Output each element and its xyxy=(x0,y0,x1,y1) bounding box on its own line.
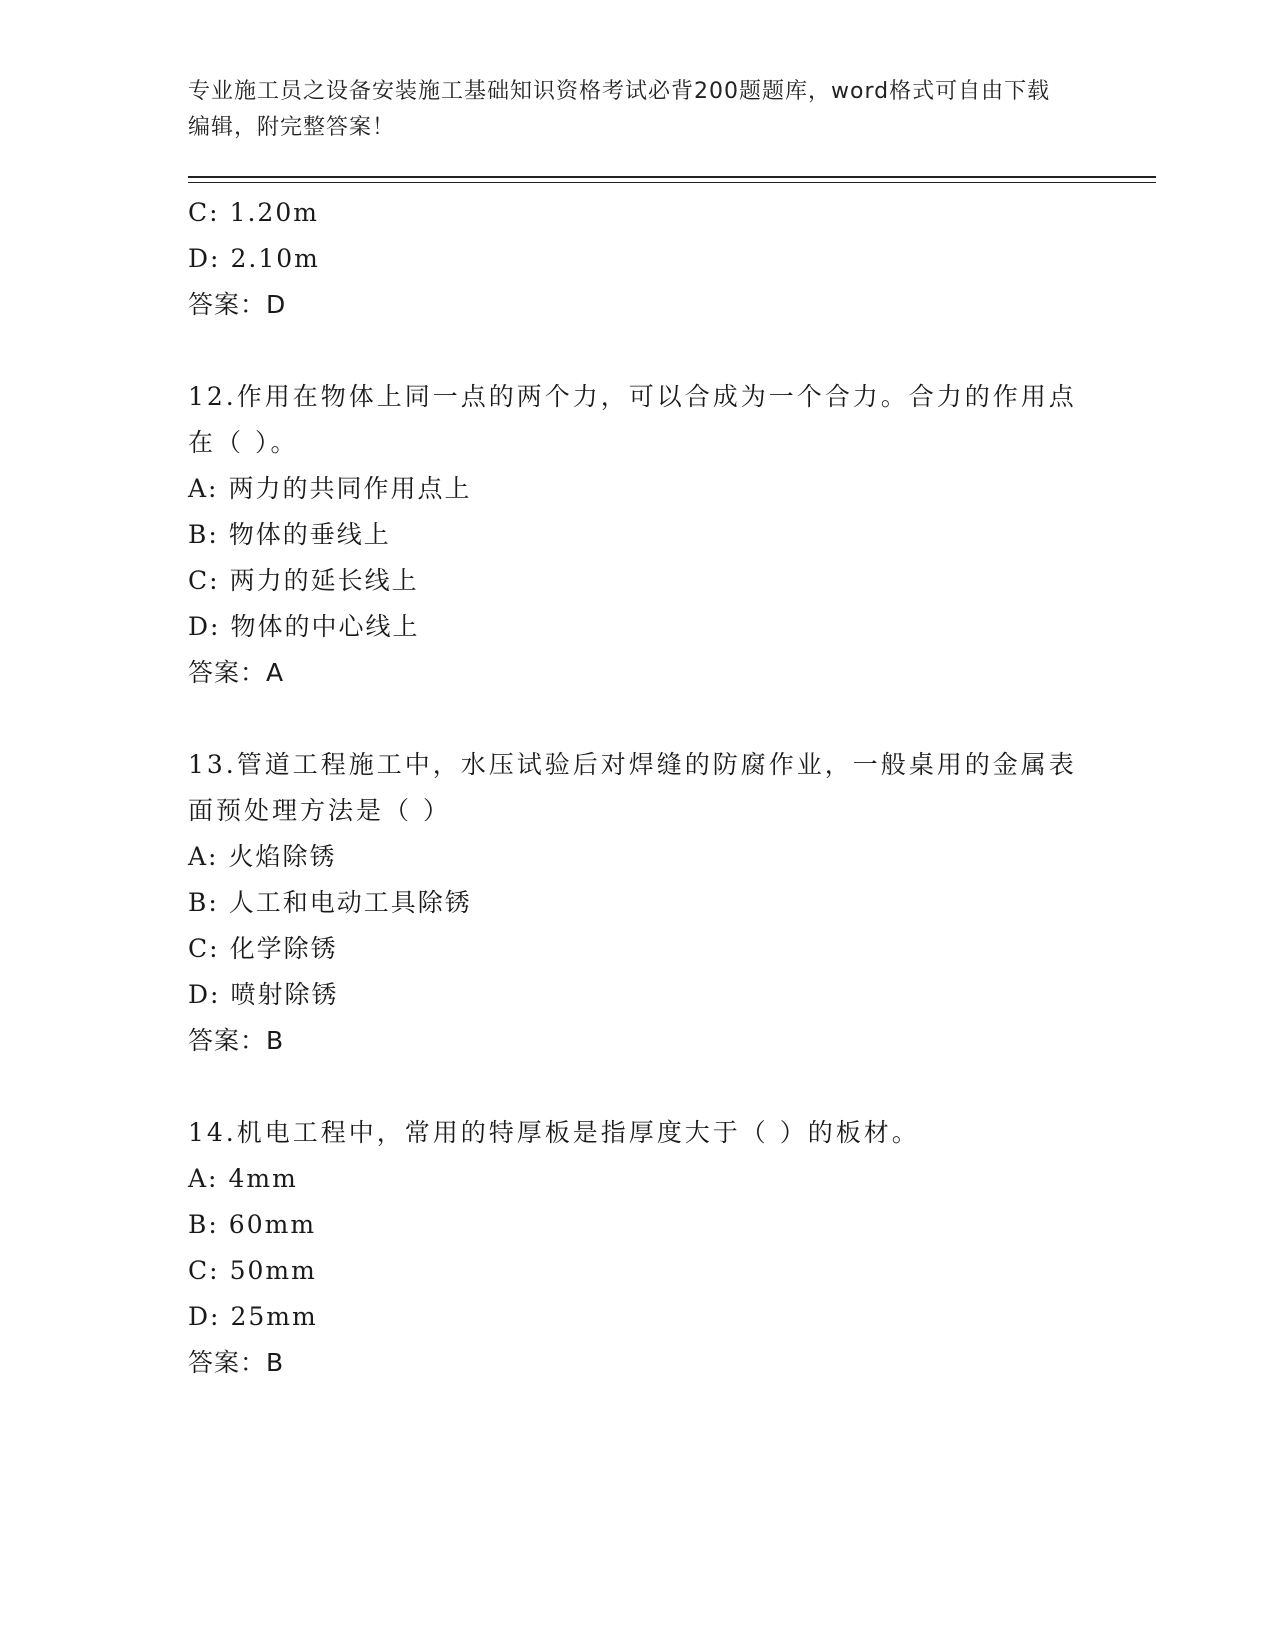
option-text: 火焰除锈 xyxy=(228,842,337,871)
option-text: 两力的共同作用点上 xyxy=(228,474,472,503)
option-c xyxy=(188,190,1088,236)
option-a xyxy=(188,466,1088,512)
option-label: A: xyxy=(188,1164,219,1193)
option-d xyxy=(188,972,1088,1018)
option-label: C: xyxy=(188,198,220,227)
option-text: 物体的垂线上 xyxy=(228,520,391,549)
question-content xyxy=(188,190,1088,1386)
option-text: 人工和电动工具除锈 xyxy=(228,888,472,917)
header-divider-thin xyxy=(188,182,1156,183)
option-label: C: xyxy=(188,566,220,595)
option-text: 化学除锈 xyxy=(229,934,338,963)
option-text: 50mm xyxy=(229,1256,317,1285)
option-label: A: xyxy=(188,474,219,503)
option-text: 25mm xyxy=(230,1302,318,1331)
option-label: C: xyxy=(188,934,220,963)
option-c xyxy=(188,558,1088,604)
option-a xyxy=(188,1156,1088,1202)
answer-line: 答案：A xyxy=(188,658,285,687)
question-stem-12: 12.作用在物体上同一点的两个力，可以合成为一个合力。合力的作用点在（ ）。 xyxy=(188,382,1077,457)
option-b xyxy=(188,1202,1088,1248)
option-label: B: xyxy=(188,520,219,549)
option-text: 2.10m xyxy=(230,244,320,273)
option-text: 喷射除锈 xyxy=(230,980,339,1009)
question-stem-14: 14.机电工程中，常用的特厚板是指厚度大于（ ）的板材。 xyxy=(188,1118,920,1147)
question-stem-13: 13.管道工程施工中，水压试验后对焊缝的防腐作业，一般桌用的金属表面预处理方法是（ ） xyxy=(188,750,1077,825)
option-label: D: xyxy=(188,1302,221,1331)
option-label: D: xyxy=(188,612,221,641)
option-d xyxy=(188,236,1088,282)
spacer xyxy=(188,1064,1088,1110)
option-text: 60mm xyxy=(228,1210,317,1239)
option-label: C: xyxy=(188,1256,220,1285)
answer-line: 答案：D xyxy=(188,290,287,319)
option-label: A: xyxy=(188,842,219,871)
option-b xyxy=(188,512,1088,558)
answer-line: 答案：B xyxy=(188,1348,285,1377)
option-text: 1.20m xyxy=(229,198,319,227)
spacer xyxy=(188,696,1088,742)
option-text: 4mm xyxy=(228,1164,298,1193)
option-label: D: xyxy=(188,980,221,1009)
option-c xyxy=(188,926,1088,972)
option-text: 两力的延长线上 xyxy=(229,566,419,595)
option-c xyxy=(188,1248,1088,1294)
option-b xyxy=(188,880,1088,926)
header-divider-thick xyxy=(188,176,1156,178)
spacer xyxy=(188,328,1088,374)
option-label: B: xyxy=(188,888,219,917)
document-header-title: 专业施工员之设备安装施工基础知识资格考试必背200题题库，word格式可自由下载编辑，附完整答案！ xyxy=(188,79,1051,140)
option-d xyxy=(188,1294,1088,1340)
option-d xyxy=(188,604,1088,650)
option-label: D: xyxy=(188,244,221,273)
answer-line: 答案：B xyxy=(188,1026,285,1055)
option-text: 物体的中心线上 xyxy=(230,612,420,641)
option-label: B: xyxy=(188,1210,219,1239)
option-a xyxy=(188,834,1088,880)
